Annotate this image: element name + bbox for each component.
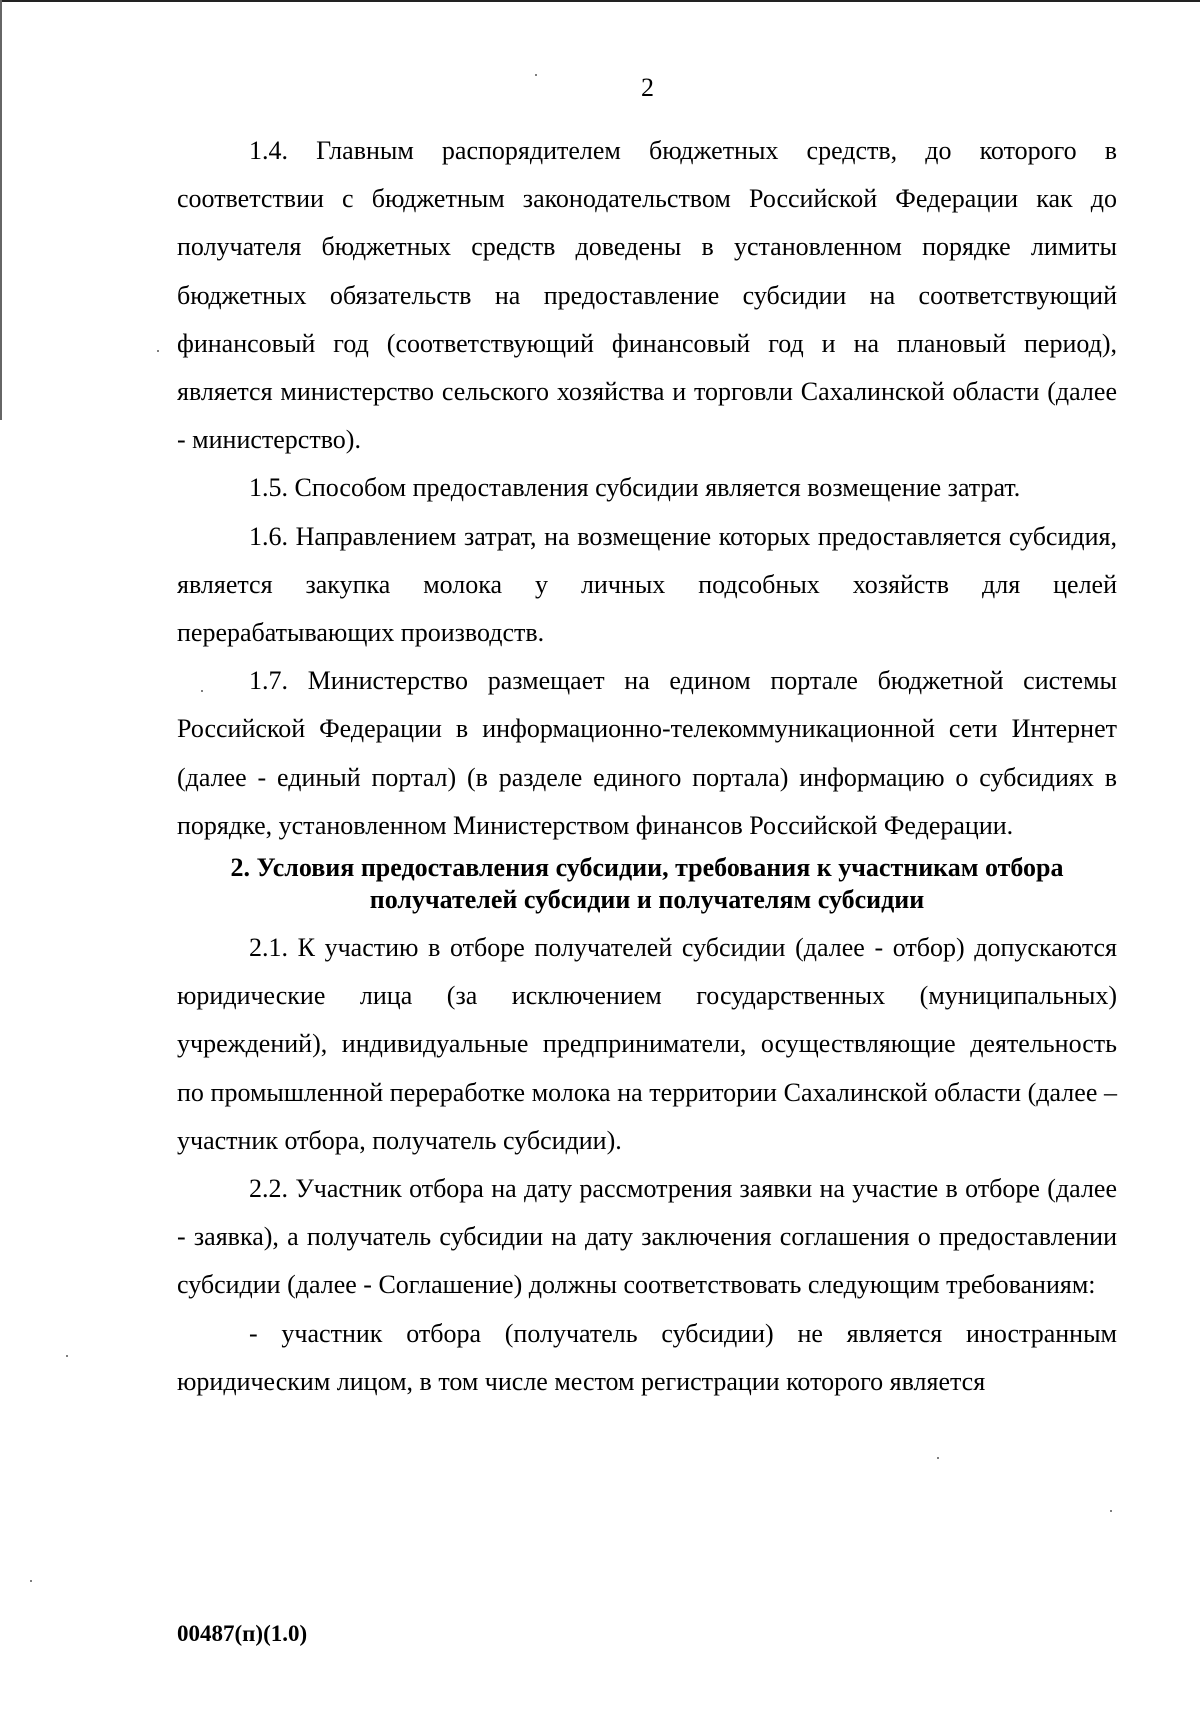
scan-left-edge xyxy=(0,0,2,420)
scan-speck xyxy=(1110,1510,1112,1512)
scan-speck xyxy=(30,1580,32,1582)
paragraph-2-1: 2.1. К участию в отборе получателей субсидии (далее - отбор) допускаются юридические лица (за исключением государственных (муниципальных) учреждений), индивидуальные предприниматели, осуществляющие деятельность по промышленной переработке молока на территории Сахалинской области (далее – участник отбора, получатель субсидии). xyxy=(177,933,1117,1155)
document-code: 00487(п)(1.0) xyxy=(177,1621,308,1646)
paragraph-1-7: 1.7. Министерство размещает на едином портале бюджетной системы Российской Федерации в информационно-телекоммуникационной сети Интернет (далее - единый портал) (в разделе единого портала) информацию о субсидиях в порядке, установленном Министерством финансов Российской Федерации. xyxy=(177,666,1117,840)
scan-speck xyxy=(66,1355,68,1357)
scan-speck xyxy=(535,74,537,76)
paragraph-2-2: 2.2. Участник отбора на дату рассмотрения заявки на участие в отборе (далее - заявка), а получатель субсидии на дату заключения соглашения о предоставлении субсидии (далее - Соглашение) должны соответствовать следующим требованиям: xyxy=(177,1174,1117,1300)
paragraph-1-4: 1.4. Главным распорядителем бюджетных средств, до которого в соответствии с бюджетным законодательством Российской Федерации как до получателя бюджетных средств доведены в установленном порядке лимиты бюджетных обязательств на предоставление субсидии на соответствующий финансовый год (соответствующий финансовый год и на плановый период), является министерство сельского хозяйства и торговли Сахалинской области (далее - министерство). xyxy=(177,136,1117,455)
scan-speck xyxy=(201,690,203,692)
section-heading xyxy=(177,852,1117,916)
scan-top-edge xyxy=(0,0,1200,2)
paragraph-1-6: 1.6. Направлением затрат, на возмещение которых предоставляется субсидия, является закупка молока у личных подсобных хозяйств для целей перерабатывающих производств. xyxy=(177,521,1117,648)
paragraph-1-5: 1.5. Способом предоставления субсидии является возмещение затрат. xyxy=(249,473,1021,503)
scan-speck xyxy=(157,350,159,352)
section-heading-line-1: 2. Условия предоставления субсидии, требования к участникам отбора xyxy=(230,853,1064,883)
document-body xyxy=(177,127,1117,1406)
section-heading-line-2: получателей субсидии и получателям субсидии xyxy=(369,885,925,915)
paragraph-requirement-1: - участник отбора (получатель субсидии) не является иностранным юридическим лицом, в том числе местом регистрации которого является xyxy=(177,1318,1117,1396)
page-number: 2 xyxy=(641,73,654,102)
scan-speck xyxy=(937,1457,939,1459)
